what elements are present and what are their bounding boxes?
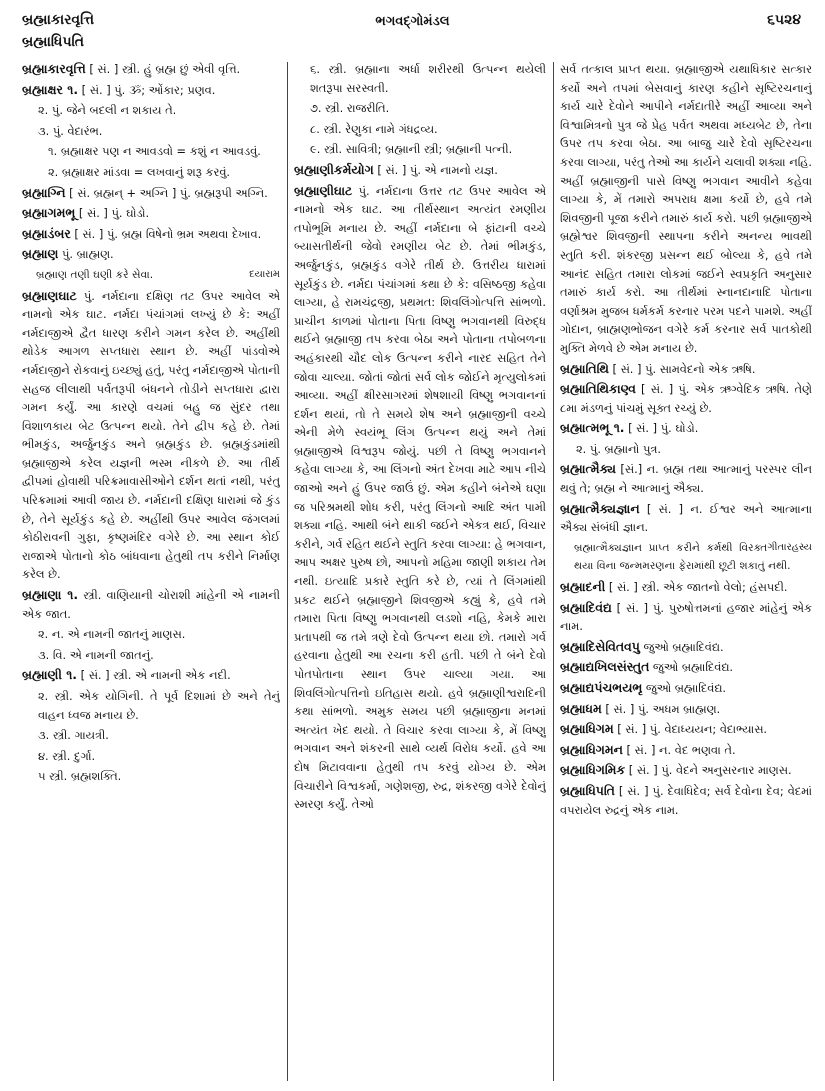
- headword: બ્રહ્માદિસેવિતવપુ: [560, 638, 640, 654]
- headword: બ્રહ્માકારવૃત્તિ: [22, 61, 86, 76]
- dictionary-entry: [294, 182, 546, 814]
- dictionary-entry: [22, 225, 280, 244]
- definition-text: બ્રહ્માણ તણી ઘણી કરે સેવા.: [36, 268, 154, 281]
- entry-sense: [22, 767, 280, 786]
- definition-text: ૭. સ્ત્રી. રાજરીતિ.: [310, 101, 390, 116]
- dictionary-entry: [22, 666, 280, 685]
- quotation-source: દયારામ: [249, 268, 280, 280]
- dictionary-entry: [22, 81, 280, 100]
- entry-sense: [294, 140, 546, 159]
- entry-sense: [22, 142, 280, 161]
- headword: બ્રહ્માધમ: [560, 700, 602, 716]
- definition-text: [ સં. ] ન. ઈશ્વર અને આત્માના ઐક્ય સંબંધી જ્ઞાન.: [560, 501, 812, 535]
- entry-sense: [22, 122, 280, 141]
- dictionary-column-1: [22, 60, 280, 1081]
- headword: બ્રહ્માણી ૧.: [22, 667, 78, 683]
- definition-text: [ સં. ] પું. વેદને અનુસરનાર માણસ.: [625, 763, 792, 778]
- page-number: ૬૫૨૪: [767, 12, 801, 28]
- entry-sense: [22, 163, 280, 182]
- dictionary-entry: [560, 360, 812, 379]
- definition-text: [ સં. ] પું. દેવાધિદેવ; સર્વ દેવોના દેવ; વેદમાં વપરાયેલ રુદ્રનું એક નામ.: [560, 783, 812, 817]
- headword: બ્રહ્માણા ૧.: [22, 587, 79, 603]
- headword: બ્રહ્માતિથિકાણ્વ: [560, 381, 636, 397]
- definition-text: [ સં. ] પું. સામવેદનો એક ઋષિ.: [608, 361, 756, 376]
- quotation-source: ગીતારહસ્ય: [767, 541, 812, 553]
- entry-sense: [22, 687, 280, 724]
- definition-text: [સં.] ન. બ્રહ્મ તથા આત્માનું પરસ્પર લીન થવું તે; બ્રહ્મ ને આત્માનું ઐક્ય.: [560, 462, 812, 496]
- definition-text: [ સં. બ્રહ્મન્ + અગ્નિ ] પું. બ્રહ્મરૂપી અગ્નિ.: [65, 185, 268, 200]
- headword: બ્રહ્માદ્યપંચભયભૃ: [560, 680, 643, 695]
- headword: બ્રહ્માગ્નિ: [22, 184, 66, 200]
- headword: બ્રહ્માણઘાટ: [22, 287, 77, 303]
- headword: બ્રહ્માધિગમન: [560, 741, 623, 757]
- entry-sense: [22, 747, 280, 766]
- dictionary-entry: [560, 658, 812, 677]
- definition-text: ૨. પું. બ્રહ્માનો પુત્ર.: [576, 441, 662, 456]
- entry-sense: [560, 60, 812, 358]
- definition-text: સ્ત્રી. વાણિયાની ચોરાશી માંહેની એ નામની એક જાત.: [22, 588, 280, 621]
- headword: બ્રહ્માત્મૈક્યજ્ઞાન: [560, 500, 640, 516]
- headword: બ્રહ્માડંબર: [22, 225, 71, 241]
- definition-text: ૧. બ્રહ્માક્ષર પણ ન આવડવો = કશું ન આવડવું.: [48, 144, 261, 159]
- headword: બ્રહ્માદની: [560, 579, 606, 595]
- definition-text: [ સં. ] પું. ઘોડો.: [624, 421, 699, 436]
- headword: બ્રહ્માધિપતિ: [560, 782, 615, 798]
- dictionary-entry: [560, 782, 812, 819]
- headword: બ્રહ્માણ: [22, 246, 59, 262]
- headword: બ્રહ્માધિગમિક: [560, 762, 626, 778]
- definition-text: જુઓ બ્રહ્માદિવંદ્ય.: [649, 660, 734, 675]
- definition-text: સર્વ તત્કાલ પ્રાપ્ત થયા. બ્રહ્માજીએ યથાધિકાર સત્કાર કર્યો અને તપમાં બેસવાનું કારણ કહીને સૃષ્ટિરચનાનું કાર્ય ચારે દેવોને આપીને નર્મદાતીરે અહીં આવ્યા અને વિશ્વામિત્રનો પુત્ર જે પ્રેહ પર્વત અથવા મધ્યબેટ છે, તેના ઉપર તપ કરવા બેઠા. આ બાજુ ચારે દેવો સૃષ્ટિરચના કરવા લાગ્યા, પરંતુ તેઓ આ કાર્યને ચલાવી શક્યા નહિ. અહીં બ્રહ્માજીની પાસે વિષ્ણુ ભગવાન આવીને કહેવા લાગ્યા કે, મેં તમારો અપરાધ ક્ષમા કર્યો છે, હવે તમે શિવજીની પૂજા કરીને તમારું કાર્ય કરો. પછી બ્રહ્માજીએ બ્રહ્મેશ્વર શિવજીની સ્થાપના કરીને અનન્ય ભાવથી સ્તુતિ કરી. શંકરજી પ્રસન્ન થઈ બોલ્યા કે, હવે તમે આનંદ સહિત તમારા લોકમાં જઈને સ્વપ્રકૃતિ અનુસાર તમારું કાર્ય કરો. આ તીર્થમાં સ્નાનદાનાદિ પોતાના વર્ણાશ્રમ મુજબ ધર્મકર્મ કરનાર પરમ પદને પામશે. અહીં ગોદાન, બ્રાહ્મણભોજન વગેરે કર્મ કરનાર સર્વ પાતકોથી મુક્તિ મેળવે છે એમ મનાય છે.: [560, 62, 812, 355]
- dictionary-entry: [560, 679, 812, 698]
- guide-word-last: બ્રહ્માધિપતિ: [22, 34, 84, 50]
- headword: બ્રહ્માણીકર્મયોગ: [294, 161, 374, 177]
- entry-sense: [22, 726, 280, 745]
- column-divider: [553, 62, 554, 1081]
- definition-text: ૮. સ્ત્રી. રેણુકા નામે ગંધદ્રવ્ય.: [310, 121, 438, 136]
- dictionary-entry: [22, 586, 280, 623]
- dictionary-entry: [22, 204, 280, 223]
- definition-text: ૩. વિ. એ નામની જાતનું.: [38, 647, 154, 662]
- definition-text: ૨. સ્ત્રી. એક યોગિની. તે પૂર્વ દિશામાં છે અને તેનું વાહન ધ્વજ મનાય છે.: [38, 689, 280, 722]
- definition-text: જુઓ બ્રહ્માદિવંદ્ય.: [642, 681, 727, 695]
- definition-text: [ સં. ] પું. ૐ; ઓંકાર; પ્રણવ.: [78, 82, 216, 97]
- definition-text: [ સં. ] સ્ત્રી. હું બ્રહ્મ છું એવી વૃત્તિ.: [85, 62, 241, 76]
- dictionary-entry: [560, 500, 812, 537]
- dictionary-entry: [560, 419, 812, 438]
- definition-text: ૨. પું. જેને બદલી ન શકાય તે.: [38, 103, 177, 118]
- definition-text: ૬. સ્ત્રી. બ્રહ્માના અર્ધા શરીરથી ઉત્પન્ન થયેલી શતરૂપા સરસ્વતી.: [310, 62, 546, 95]
- entry-sense: [294, 99, 546, 118]
- dictionary-entry: [560, 380, 812, 417]
- definition-text: [ સં. ] પું. બ્રહ્મ વિષેનો ભ્રમ અથવા દેખાવ.: [70, 226, 262, 241]
- headword: બ્રહ્માધિગમ: [560, 721, 614, 737]
- definition-text: ૪. સ્ત્રી. દુર્ગા.: [38, 748, 96, 763]
- definition-text: [ સં. ] પું. એક ઋગ્વેદિક ઋષિ. તેણે ૮મા મંડળનું પાંચમું સૂક્ત રચ્યું છે.: [560, 382, 812, 415]
- definition-text: [ સં. ] પું. વેદાધ્યયન; વેદાભ્યાસ.: [613, 722, 768, 737]
- dictionary-column-3: [560, 60, 812, 1081]
- dictionary-entry: [294, 161, 546, 180]
- entry-sense: [22, 101, 280, 120]
- definition-text: [ સં. ] પું. અધમ બ્રાહ્મણ.: [601, 701, 721, 716]
- definition-text: જુઓ બ્રહ્માદિવંદ્ય.: [639, 639, 724, 654]
- definition-text: ૫ સ્ત્રી. બ્રહ્મશક્તિ.: [38, 769, 122, 784]
- page-header: [14, 6, 811, 56]
- definition-text: [ સં. ] પું. પુરુષોત્તમનાં હજાર માંહેનું એક નામ.: [560, 600, 812, 634]
- headword: બ્રહ્માતિથિ: [560, 360, 609, 376]
- definition-text: [ સં. ] સ્ત્રી. એક જાતનો વેલો; હંસપદી.: [605, 580, 788, 595]
- definition-text: ૩. પું. વેદારંભ.: [38, 123, 103, 138]
- headword: બ્રહ્માક્ષર ૧.: [22, 81, 79, 97]
- entry-sense: [560, 440, 812, 459]
- definition-text: [ સં. ] ન. વેદ ભણવા તે.: [622, 742, 736, 757]
- dictionary-entry: [560, 761, 812, 780]
- dictionary-column-2: [294, 60, 546, 1081]
- definition-text: પું. નર્મદાના ઉત્તર તટ ઉપર આવેલ એ નામનો એક ઘાટ. આ તીર્થસ્થાન અત્યંત રમણીય તપોભૂમિ મનાય છે. અહીં નર્મદાના બે ફાંટાની વચ્ચે બ્યાસતીર્થની જેવો રમણીય બેટ છે. તેમાં ભીમકુંડ, અર્જુનકુંડ, બ્રહ્મકુંડ વગેરે તીર્થ છે. ઉત્તરીય ધારામાં સૂર્યકુંડ છે. નર્મદા પંચાંગમાં કથા છે કે: વસિષ્ઠજી કહેવા લાગ્યા, હે રામચંદ્રજી, પ્રથમત: શિવલિંગોત્પત્તિ સાંભળો. પ્રાચીન કાળમાં પોતાના પિતા વિષ્ણુ ભગવાનથી વિરુદ્ધ થઈને બ્રહ્માજી તપ કરવા બેઠા અને પોતાના તપોબળના અહંકારથી ચૌદ લોક ઉત્પન્ન કરીને નારદ સહિત તેને જોવા ચાલ્યા. જોતાં જોતાં સર્વ લોક જોઈને મૃત્યુલોકમાં આવ્યા. અહીં ક્ષીરસાગરમાં શેષશાયી વિષ્ણુ ભગવાનનાં દર્શન થયાં, તો તે સમયે શેષ અને બ્રહ્માજીની વચ્ચે એની મેળે સ્વયંભૂ લિંગ ઉત્પન્ન થયું અને તેમાં બ્રહ્માજીએ વિશ્વરૂપ જોયું. પછી તે વિષ્ણુ ભગવાનને કહેવા લાગ્યા કે, આ લિંગનો અંત દેખવા માટે આપ નીચે જાઓ અને હું ઉપર જાઉં છું. એમ કહીને બંનેએ ઘણા જ પરિશ્રમથી શોધ કરી, પરંતુ લિંગનો આદિ અંત પામી શક્યા નહિ. આથી બંને થાકી જઈને એકત્ર થઈ, વિચાર કરીને, ગર્વ રહિત થઈને સ્તુતિ કરવા લાગ્યા: હે ભગવાન, આપ અક્ષર પુરુષ છો, આપનો મહિમા જાણી શકાય તેમ નથી. ઇત્યાદિ પ્રકારે સ્તુતિ કરે છે, ત્યાં તે લિંગમાંથી પ્રકટ થઈને બ્રહ્માજીને શિવજીએ કહ્યું કે, હવે તમે તમારા પિતા વિષ્ણુ ભગવાનથી લડશો નહિ, કેમકે મારા પ્રતાપથી જ તમે ત્રણે દેવો ઉત્પન્ન થયા છો. તમારો ગર્વ હરવાના હેતુથી આ રચના કરી હતી. પછી તે બંને દેવો પોતપોતાના સ્થાન ઉપર ચાલ્યા ગયા. આ શિવલિંગોત્પત્તિનો ઇતિહાસ થયો. હવે બ્રહ્માણીશ્વરાદિની કથા સાંભળો. અમુક સમય પછી બ્રહ્માજીના મનમાં અત્યંત ખેદ થયો. તે વિચાર કરવા લાગ્યા કે, મેં વિષ્ણુ ભગવાન અને શંકરની સાથે વ્યર્થ વિરોધ કર્યો. હવે આ દોષ મિટાવવાના હેતુથી તપ કરવું યોગ્ય છે. એમ વિચારીને વિશ્વકર્મા, ગણેશજી, રુદ્ર, શંકરજી વગેરે દેવોનું સ્મરણ કર્યું. તેઓ: [294, 183, 546, 812]
- quotation: [560, 539, 812, 576]
- dictionary-entry: [560, 741, 812, 760]
- definition-text: પું. બ્રાહ્મણ.: [58, 247, 114, 262]
- dictionary-entry: [22, 287, 280, 585]
- dictionary-entry: [560, 638, 812, 657]
- entry-sense: [22, 646, 280, 665]
- definition-text: ૩. સ્ત્રી. ગાયત્રી.: [38, 728, 109, 743]
- dictionary-entry: [22, 60, 280, 79]
- dictionary-entry: [560, 599, 812, 636]
- definition-text: પું. નર્મદાના દક્ષિણ તટ ઉપર આવેલ એ નામનો એક ઘાટ. નર્મદા પંચાંગમાં લખ્યું છે કે: અહીં નર્મદાજીએ દ્વૈત ધારણ કરીને ગમન કરેલ છે. અહીંથી થોડેક આગળ સપ્તધારા સ્થાન છે. અહીં પાંડવોએ નર્મદાજીને રોકવાનું ઇચ્છ્યું હતું, પરંતુ નર્મદાજીએ પોતાની સહજ લીલાથી પર્વતરૂપી બંધનને તોડીને સપ્તધારા દ્વારા ગમન કર્યું. આ કારણે વચમાં બહુ જ સુંદર તથા વિશાળકાય બેટ ઉત્પન્ન થયો. તેને દ્વીપ કહે છે. તેમાં ભીમકુંડ, અર્જુનકુંડ અને બ્રહ્મકુંડ છે. બ્રહ્મકુંડમાંથી બ્રહ્માજીએ કરેલ યજ્ઞની ભસ્મ નીકળે છે. આ તીર્થ દ્વીપમાં હોવાથી પરિક્રમાવાસીઓને દર્શન થતાં નથી, પરંતુ પરિક્રમામાં આવી જાય છે. નર્મદાની દક્ષિણ ધારામાં જે કુંડ છે, તેને સૂર્યકુંડ કહે છે. અહીંથી ઉપર આવેલ જંગલમાં કોઠીરાવની ગુફા, કૃષ્ણમંદિર વગેરે છે. આ સ્થાન કોઈ રાજાએ પોતાનો કોઠ બાંધવાના હેતુથી તપ કરીને નિર્માણ કરેલ છે.: [22, 288, 280, 582]
- dictionary-entry: [22, 184, 280, 203]
- definition-text: [ સં. ] પું. એ નામનો યજ્ઞ.: [373, 162, 498, 177]
- definition-text: ૨. ન. એ નામની જાતનું માણસ.: [38, 627, 186, 642]
- headword: બ્રહ્માણીઘાટ: [294, 182, 353, 198]
- headword: બ્રહ્માદ્યખિલસંસ્તુત: [560, 659, 650, 675]
- quotation: [22, 266, 280, 285]
- definition-text: [ સં. ] પું. ઘોડો.: [75, 206, 150, 221]
- entry-sense: [22, 625, 280, 644]
- dictionary-entry: [560, 460, 812, 497]
- guide-word-first: બ્રહ્માકારવૃત્તિ: [22, 12, 95, 28]
- headword: બ્રહ્માગમભૂ: [22, 205, 76, 221]
- definition-text: ૯. સ્ત્રી. સાવિત્રી; બ્રહ્માની સ્ત્રી; બ્રહ્માની પત્ની.: [310, 142, 513, 157]
- headword: બ્રહ્માત્મભૂ ૧.: [560, 420, 625, 436]
- dictionary-entry: [22, 245, 280, 264]
- column-divider: [287, 62, 288, 1081]
- dictionary-entry: [560, 700, 812, 719]
- headword: બ્રહ્માદિવંદ્ય: [560, 599, 612, 615]
- definition-text: [ સં. ] સ્ત્રી. એ નામની એક નદી.: [77, 668, 231, 683]
- page-title: ભગવદ્ગોમંડલ: [375, 14, 450, 29]
- entry-sense: [294, 60, 546, 97]
- dictionary-entry: [560, 720, 812, 739]
- definition-text: બ્રહ્માત્મૈક્યજ્ઞાન પ્રાપ્ત કરીને કર્મથી વિરક્ત થયા વિના જન્મમરણના ફેરામાંથી છૂટી શકાતું નથી.: [574, 541, 791, 573]
- definition-text: ૨. બ્રહ્માક્ષર માંડવા = લખવાનું શરૂ કરવું.: [48, 164, 231, 179]
- dictionary-entry: [560, 578, 812, 597]
- entry-sense: [294, 120, 546, 139]
- headword: બ્રહ્માત્મૈક્ય: [560, 461, 616, 477]
